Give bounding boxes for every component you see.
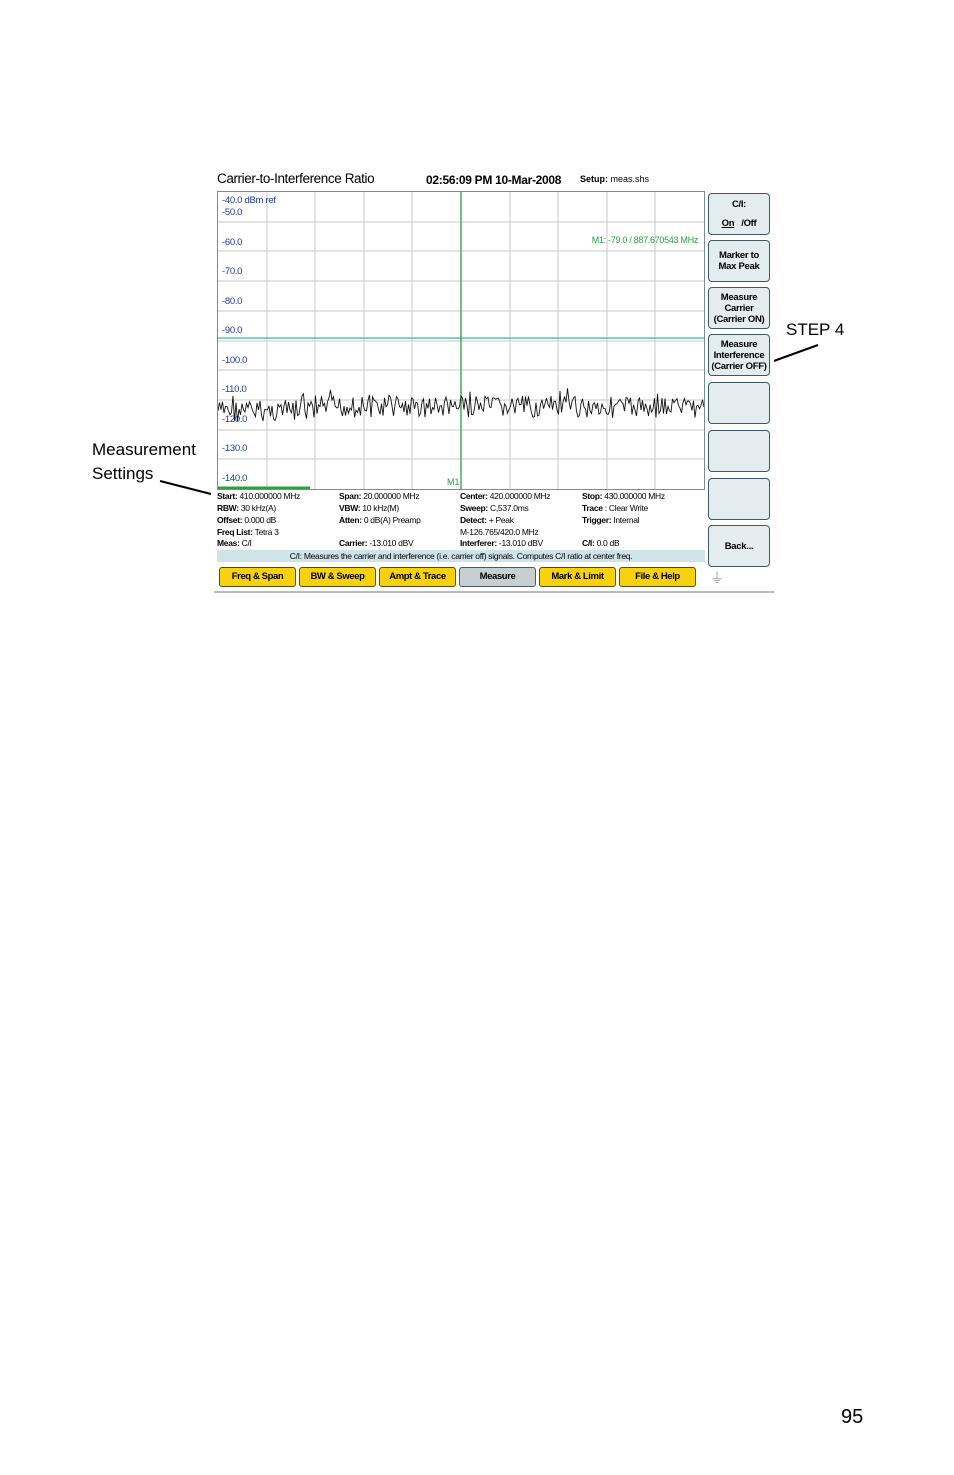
marker-m1-tag[interactable]: M1 bbox=[447, 477, 460, 487]
setting-trigger: Trigger: Internal bbox=[582, 515, 640, 525]
measure-carrier-softkey[interactable] bbox=[708, 287, 770, 329]
softkey-label: Marker to bbox=[718, 250, 760, 261]
setting-offset: Offset: 0.000 dB bbox=[217, 515, 276, 525]
ci-off-option: /Off bbox=[741, 218, 757, 229]
y-tick-label: -90.0 bbox=[222, 325, 243, 336]
softkey-label: Interference bbox=[713, 349, 765, 361]
setup-file bbox=[580, 174, 649, 184]
softkey-label: Measure bbox=[720, 338, 758, 350]
setup-value: meas.shs bbox=[610, 174, 650, 184]
spectrum-plot[interactable] bbox=[217, 191, 705, 490]
setting-atten: Atten: 0 dB(A) Preamp bbox=[339, 515, 421, 525]
setting-interferer: Interferer: -13.010 dBV bbox=[460, 538, 543, 548]
y-tick-label: -60.0 bbox=[222, 237, 243, 248]
measurement-settings-annotation-line2: Settings bbox=[92, 464, 154, 483]
empty-softkey-5[interactable] bbox=[708, 382, 770, 424]
y-tick-label: -80.0 bbox=[222, 296, 243, 307]
screen-bottom-border bbox=[214, 591, 774, 593]
setting-meas: Meas: C/I bbox=[217, 538, 252, 548]
softkey-label: (Carrier OFF) bbox=[711, 360, 767, 372]
tab-mark-limit[interactable]: Mark & Limit bbox=[539, 567, 616, 587]
marker-readout: M1: -79.0 / 887.670543 MHz bbox=[591, 235, 698, 245]
tab-file-help[interactable]: File & Help bbox=[619, 567, 696, 587]
analyzer-screen bbox=[214, 168, 774, 594]
y-tick-label: -70.0 bbox=[222, 266, 243, 277]
measurement-settings-annotation-line1: Measurement bbox=[92, 440, 196, 459]
setting-freq-list: Freq List: Tetra 3 bbox=[217, 527, 279, 537]
settings-pointer-line bbox=[160, 481, 211, 494]
y-tick-label: -50.0 bbox=[222, 207, 243, 218]
softkey-label: (Carrier ON) bbox=[713, 313, 765, 325]
setting-center: Center: 420.000000 MHz bbox=[460, 491, 551, 501]
setup-label: Setup: bbox=[580, 174, 608, 184]
tab-ampt-trace[interactable]: Ampt & Trace bbox=[379, 567, 456, 587]
power-plug-icon: ⏚ bbox=[710, 570, 724, 586]
tab-freq-span[interactable]: Freq & Span bbox=[219, 567, 296, 587]
help-bar: C/I: Measures the carrier and interference (i.e. carrier off) signals. Computes C/I ratio at center freq. bbox=[217, 550, 705, 562]
ci-on-off-softkey[interactable] bbox=[708, 193, 770, 235]
back-softkey[interactable] bbox=[708, 525, 770, 567]
setting-marker-value: M-126.765/420.0 MHz bbox=[460, 527, 539, 537]
setting-trace: Trace : Clear Write bbox=[582, 503, 648, 513]
y-tick-label: -130.0 bbox=[222, 443, 248, 454]
setting-rbw: RBW: 30 kHz(A) bbox=[217, 503, 276, 513]
empty-softkey-6[interactable] bbox=[708, 430, 770, 472]
setting-stop: Stop: 430.000000 MHz bbox=[582, 491, 665, 501]
measure-interference-softkey[interactable] bbox=[708, 334, 770, 376]
softkey-label: Back... bbox=[724, 540, 754, 552]
empty-softkey-7[interactable] bbox=[708, 478, 770, 520]
ci-softkey-title: C/I: bbox=[731, 199, 747, 210]
tab-measure[interactable]: Measure bbox=[459, 567, 536, 587]
ref-level-label: -40.0 dBm ref bbox=[222, 195, 276, 206]
y-tick-label: -110.0 bbox=[222, 384, 247, 395]
setting-ci-result: C/I: 0.0 dB bbox=[582, 538, 620, 548]
page-number: 95 bbox=[841, 1406, 864, 1428]
tab-bw-sweep[interactable]: BW & Sweep bbox=[299, 567, 376, 587]
screen-title: Carrier-to-Interference Ratio bbox=[217, 171, 375, 186]
setting-detect: Detect: + Peak bbox=[460, 515, 514, 525]
setting-vbw: VBW: 10 kHz(M) bbox=[339, 503, 399, 513]
setting-span: Span: 20.000000 MHz bbox=[339, 491, 420, 501]
step4-pointer-line bbox=[771, 345, 818, 362]
setting-carrier: Carrier: -13.010 dBV bbox=[339, 538, 414, 548]
marker-to-max-peak-softkey[interactable] bbox=[708, 240, 770, 282]
clock: 02:56:09 PM 10-Mar-2008 bbox=[426, 173, 562, 187]
setting-sweep: Sweep: C,537.0ms bbox=[460, 503, 529, 513]
softkey-label: Measure bbox=[720, 291, 758, 303]
y-tick-label: -100.0 bbox=[222, 355, 248, 366]
softkey-label: Max Peak bbox=[718, 261, 760, 272]
softkey-label: Carrier bbox=[724, 302, 754, 314]
step4-annotation: STEP 4 bbox=[786, 320, 845, 339]
ci-on-option: On bbox=[721, 218, 735, 229]
ci-softkey-toggle bbox=[722, 218, 757, 229]
setting-start: Start: 410.000000 MHz bbox=[217, 491, 301, 501]
y-tick-label: -140.0 bbox=[222, 473, 248, 484]
y-tick-label: -120.0 bbox=[222, 414, 248, 425]
